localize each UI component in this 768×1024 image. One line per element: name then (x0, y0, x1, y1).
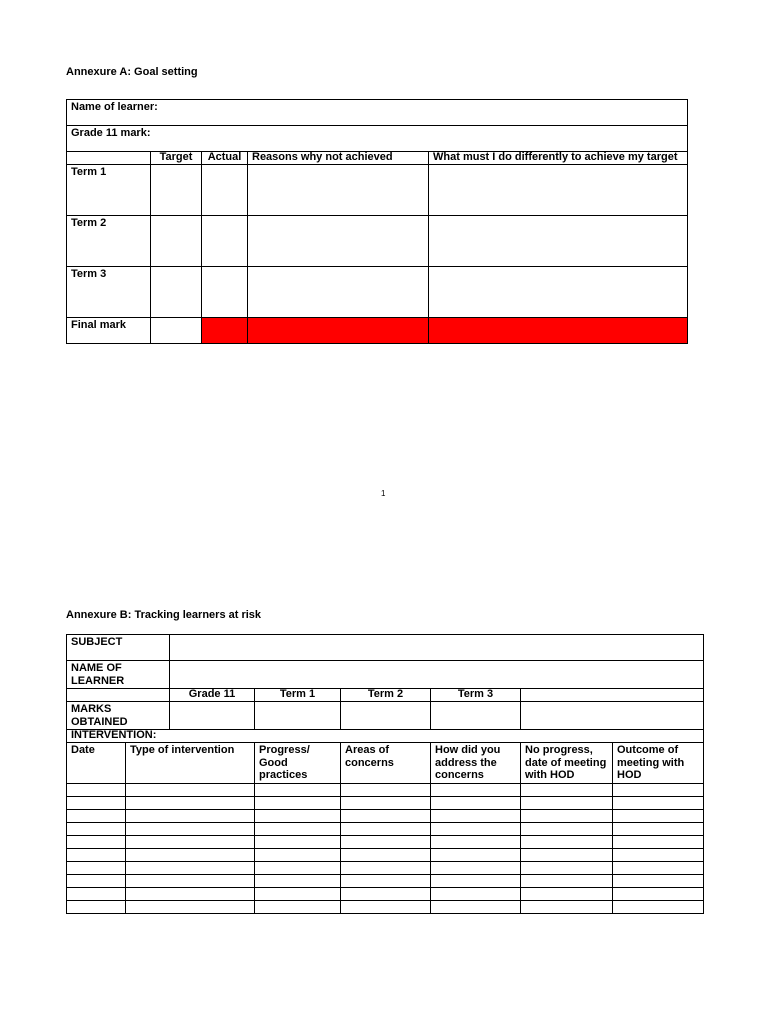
name-of-learner-value (170, 661, 704, 689)
column-header-target: Target (151, 152, 202, 165)
subject-value (170, 635, 704, 661)
highlight-cell (248, 318, 429, 344)
table-row (67, 835, 704, 848)
column-header-type-of-intervention: Type of intervention (126, 743, 255, 784)
goal-setting-table (66, 99, 688, 344)
table-cell (248, 216, 429, 267)
subject-label: SUBJECT (67, 635, 170, 661)
table-cell (170, 702, 255, 730)
column-header-what-differently: What must I do differently to achieve my target (429, 152, 688, 165)
table-row (67, 887, 704, 900)
grade11-mark-label: Grade 11 mark: (67, 126, 688, 152)
column-header-term-3: Term 3 (431, 689, 521, 702)
table-cell (248, 165, 429, 216)
table-row (67, 216, 688, 267)
row-label-term-2: Term 2 (67, 216, 151, 267)
table-row (67, 822, 704, 835)
table-row (67, 861, 704, 874)
table-cell (202, 165, 248, 216)
highlight-cell (202, 318, 248, 344)
table-cell (151, 216, 202, 267)
table-cell (151, 165, 202, 216)
highlight-cell (429, 318, 688, 344)
column-header-actual: Actual (202, 152, 248, 165)
name-of-learner-label: NAME OF LEARNER (67, 661, 170, 689)
name-of-learner-label: Name of learner: (67, 100, 688, 126)
table-cell (341, 702, 431, 730)
table-row (67, 267, 688, 318)
table-cell (429, 165, 688, 216)
intervention-label: INTERVENTION: (67, 730, 704, 743)
column-header-areas-of-concerns: Areas of concerns (341, 743, 431, 784)
table-cell (521, 702, 704, 730)
column-header-date: Date (67, 743, 126, 784)
column-header-how-addressed: How did you address the concerns (431, 743, 521, 784)
table-cell (521, 689, 704, 702)
table-row (67, 783, 704, 796)
table-row (67, 848, 704, 861)
column-header-term-2: Term 2 (341, 689, 431, 702)
column-header-progress: Progress/ Good practices (255, 743, 341, 784)
row-label-final-mark: Final mark (67, 318, 151, 344)
marks-obtained-label: MARKS OBTAINED (67, 702, 170, 730)
column-header-term-1: Term 1 (255, 689, 341, 702)
row-label-term-1: Term 1 (67, 165, 151, 216)
table-row (67, 809, 704, 822)
column-header-no-progress: No progress, date of meeting with HOD (521, 743, 613, 784)
table-cell (429, 267, 688, 318)
table-cell (431, 702, 521, 730)
table-cell (202, 267, 248, 318)
table-row (67, 318, 688, 344)
row-label-term-3: Term 3 (67, 267, 151, 318)
table-cell (255, 702, 341, 730)
annexure-a-title: Annexure A: Goal setting (66, 66, 198, 78)
table-row (67, 874, 704, 887)
table-cell (151, 318, 202, 344)
table-cell (202, 216, 248, 267)
page-number: 1 (381, 489, 386, 498)
column-header-reasons: Reasons why not achieved (248, 152, 429, 165)
column-header-grade11: Grade 11 (170, 689, 255, 702)
table-row (67, 796, 704, 809)
column-header-blank (67, 152, 151, 165)
table-cell (429, 216, 688, 267)
table-row (67, 900, 704, 913)
table-cell (248, 267, 429, 318)
annexure-b-title: Annexure B: Tracking learners at risk (66, 609, 262, 621)
column-header-outcome: Outcome of meeting with HOD (613, 743, 704, 784)
tracking-table (66, 634, 704, 914)
table-cell (67, 689, 170, 702)
table-cell (151, 267, 202, 318)
table-row (67, 165, 688, 216)
